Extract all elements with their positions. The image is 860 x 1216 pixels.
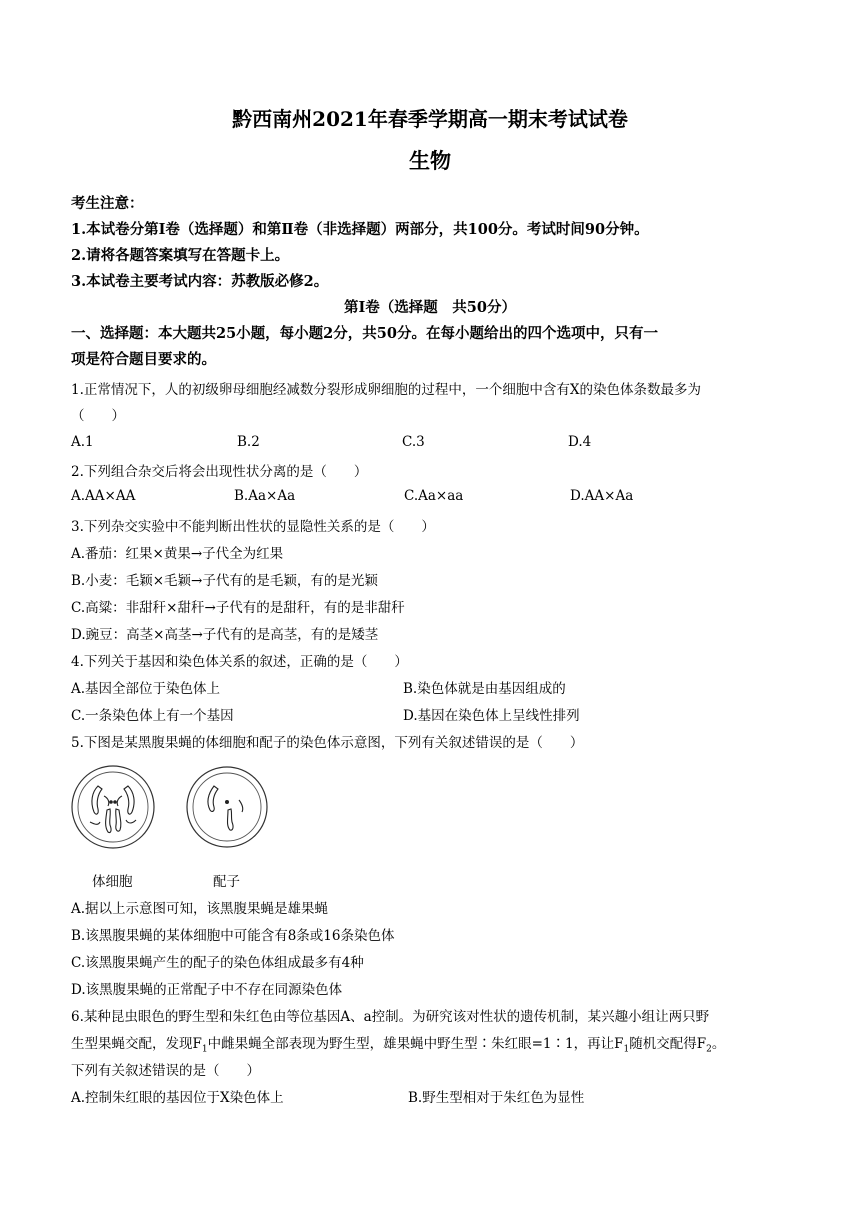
q5-option-a: A.据以上示意图可知，该黑腹果蝇是雄果蝇 [71,901,329,917]
q6-stem-line2: 生型果蝇交配，发现$F_1$中雌果蝇全部表现为野生型，雄果蝇中野生型∶朱红眼=1∶1，再让$F_1$随机交配得$F_2$。 [71,1036,726,1055]
q2-option-c: C.Aa×aa [404,488,464,504]
section-instruction-line2: 项是符合题目要求的。 [71,351,216,368]
q3-option-a: A.番茄：红果×黄果→子代全为红果 [71,546,284,562]
q1-stem-line1: 1.正常情况下，人的初级卵母细胞经减数分裂形成卵细胞的过程中，一个细胞中含有X的染色体条数最多为 [71,382,701,398]
q6-option-a: A.控制朱红眼的基因位于X染色体上 [71,1090,284,1106]
notice-heading: 考生注意： [71,195,144,212]
q4-option-c: C.一条染色体上有一个基因 [71,708,234,724]
q3-option-b: B.小麦：毛颖×毛颖→子代有的是毛颖，有的是光颖 [71,573,378,589]
q4-stem: 4.下列关于基因和染色体关系的叙述，正确的是（ ） [71,654,408,670]
q6-stem-line1: 6.某种昆虫眼色的野生型和朱红色由等位基因A、a控制。为研究该对性状的遗传机制，某兴趣小组让两只野 [71,1009,710,1025]
q5-option-d: D.该黑腹果蝇的正常配子中不存在同源染色体 [71,982,343,998]
q3-option-c: C.高粱：非甜秆×甜秆→子代有的是甜秆，有的是非甜秆 [71,600,405,616]
q1-option-a: A.1 [71,434,94,450]
q4-option-b: B.染色体就是由基因组成的 [403,681,566,697]
q3-option-d: D.豌豆：高茎×高茎→子代有的是高茎，有的是矮茎 [71,627,379,643]
subject-title: 生物 [409,148,451,173]
notice-item-1: 1.本试卷分第Ⅰ卷（选择题）和第Ⅱ卷（非选择题）两部分，共100分。考试时间90分钟。 [71,221,649,238]
figure-label-gamete: 配子 [213,874,240,890]
gamete-figure [184,764,270,850]
q4-option-d: D.基因在染色体上呈线性排列 [403,708,580,724]
figure-label-somatic-cell: 体细胞 [92,874,133,890]
somatic-cell-figure [68,762,158,852]
notice-item-2: 2.请将各题答案填写在答题卡上。 [71,247,290,264]
q3-stem: 3.下列杂交实验中不能判断出性状的显隐性关系的是（ ） [71,519,435,535]
q1-stem-line2: （ ） [71,408,125,424]
q2-option-d: D.AA×Aa [570,488,634,504]
q5-stem: 5.下图是某黑腹果蝇的体细胞和配子的染色体示意图，下列有关叙述错误的是（ ） [71,735,584,751]
q2-stem: 2.下列组合杂交后将会出现性状分离的是（ ） [71,464,368,480]
q5-option-b: B.该黑腹果蝇的某体细胞中可能含有8条或16条染色体 [71,928,395,944]
q1-option-c: C.3 [402,434,425,450]
q6-stem-line3: 下列有关叙述错误的是（ ） [71,1063,260,1079]
q2-option-a: A.AA×AA [71,488,136,504]
notice-item-3: 3.本试卷主要考试内容：苏教版必修2。 [71,273,329,290]
section-title: 第Ⅰ卷（选择题 共50分） [344,299,516,316]
q1-option-b: B.2 [237,434,260,450]
q2-option-b: B.Aa×Aa [234,488,296,504]
q6-option-b: B.野生型相对于朱红色为显性 [408,1090,585,1106]
q5-option-c: C.该黑腹果蝇产生的配子的染色体组成最多有4种 [71,955,364,971]
q4-option-a: A.基因全部位于染色体上 [71,681,221,697]
section-instruction-line1: 一、选择题：本大题共25小题，每小题2分，共50分。在每小题给出的四个选项中，只有一 [71,325,658,342]
exam-title: 黔西南州2021年春季学期高一期末考试试卷 [232,107,628,131]
q1-option-d: D.4 [568,434,592,450]
